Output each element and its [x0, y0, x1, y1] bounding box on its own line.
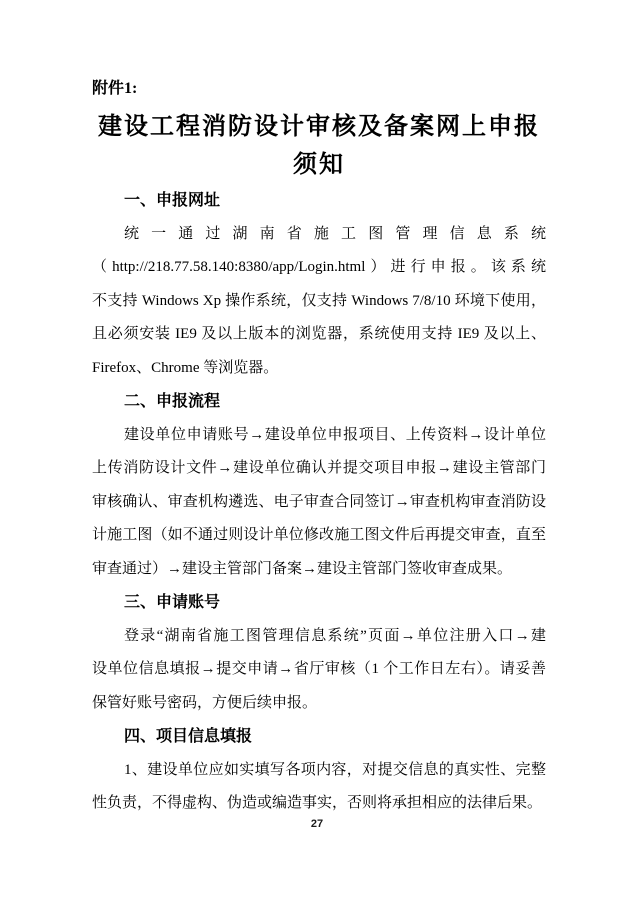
- section-heading: 二、申报流程: [124, 393, 221, 410]
- sections: [92, 184, 546, 821]
- body-line: 设单位信息填报→提交申请→省厅审核（1 个工作日左右）。请妥善: [92, 661, 546, 677]
- body-line: 保管好账号密码，方便后续申报。: [92, 694, 318, 711]
- page-number: 27: [310, 818, 324, 830]
- body-line: 且必须安装 IE9 及以上版本的浏览器，系统使用支持 IE9 及以上、: [92, 326, 546, 342]
- section-heading: 四、项目信息填报: [124, 728, 253, 745]
- body-line: 建设单位申请账号→建设单位申报项目、上传资料→设计单位: [124, 426, 546, 443]
- body-line: 性负责，不得虚构、伪造或编造事实，否则将承担相应的法律后果。: [92, 795, 543, 811]
- document-title-line-1: 建设工程消防设计审核及备案网上申报: [98, 114, 540, 140]
- body-line: 统一通过湖南省施工图管理信息系统: [124, 225, 546, 242]
- body-line: 不支持 Windows Xp 操作系统，仅支持 Windows 7/8/10 环境下使用，: [92, 292, 546, 309]
- section-heading: 三、申请账号: [124, 594, 221, 611]
- body-line: 1、建设单位应如实填写各项内容，对提交信息的真实性、完整: [124, 761, 546, 778]
- body-line: （http://218.77.58.140:8380/app/Login.html）进行申报。该系统: [92, 259, 546, 275]
- section-heading: 一、申报网址: [124, 192, 221, 209]
- document-title: [92, 108, 546, 184]
- body-line: 上传消防设计文件→建设单位确认并提交项目申报→建设主管部门: [92, 460, 546, 476]
- body-line: 审查通过）→建设主管部门备案→建设主管部门签收审查成果。: [92, 560, 513, 577]
- body-line: 计施工图（如不通过则设计单位修改施工图文件后再提交审查，直至: [92, 527, 546, 543]
- body-line: Firefox、Chrome 等浏览器。: [92, 359, 279, 376]
- document-title-line-2: 须知: [293, 152, 345, 178]
- body-line: 登录“湖南省施工图管理信息系统”页面→单位注册入口→建: [124, 627, 546, 644]
- attachment-label: 附件1:: [92, 80, 138, 97]
- body-line: 审核确认、审查机构遴选、电子审查合同签订→审查机构审查消防设: [92, 493, 546, 510]
